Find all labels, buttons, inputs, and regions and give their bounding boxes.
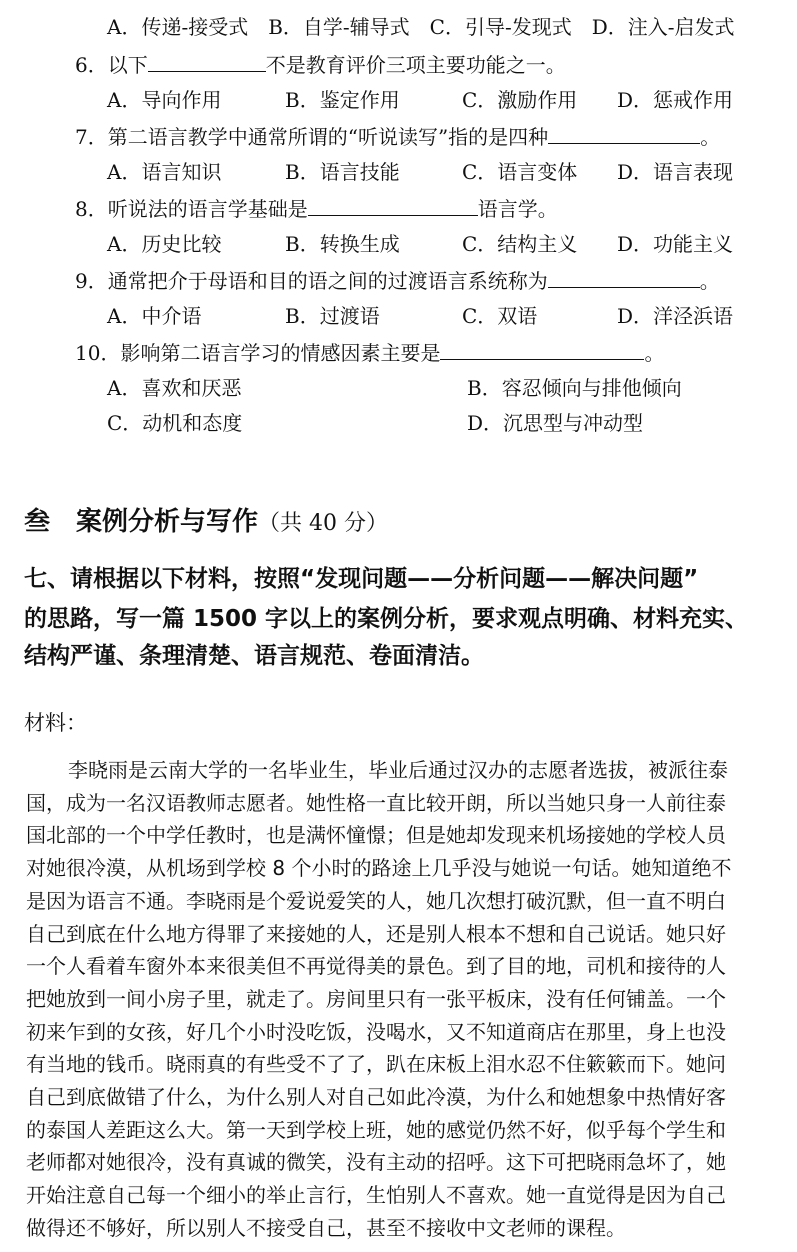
paragraph-line: 把她放到一间小房子里，就走了。房间里只有一张平板床，没有任何铺盖。一个 (26, 986, 726, 1011)
material-label: 材料： (24, 711, 87, 735)
task-line-2: 的思路，写一篇 1500 字以上的案例分析，要求观点明确、材料充实、 (24, 606, 749, 632)
material-paragraph (26, 754, 786, 1245)
q5-options: A．传递-接受式 B．自学-辅导式 C．引导-发现式 D．注入-启发式 (107, 15, 735, 39)
q6-option-b: B．鉴定作用 (285, 88, 400, 112)
paragraph-line: 的泰国人差距这么大。第一天到学校上班，她的感觉仍然不好，似乎每个学生和 (26, 1117, 726, 1142)
q10-option-b: B．容忍倾向与排他倾向 (467, 376, 682, 400)
answer-blank-7 (548, 125, 700, 144)
answer-blank-6 (148, 53, 266, 72)
paragraph-line: 做得还不够好，所以别人不接受自己，甚至不接收中文老师的课程。 (26, 1215, 626, 1240)
section-score: （共 40 分） (258, 511, 388, 536)
paragraph-line: 一个人看着车窗外本来很美但不再觉得美的景色。到了目的地，司机和接待的人 (26, 954, 726, 979)
section-title: 叁 案例分析与写作 (24, 507, 259, 537)
answer-blank-8 (308, 197, 478, 216)
q6-option-c: C．激励作用 (462, 88, 578, 112)
paragraph-line: 国，成为一名汉语教师志愿者。她性格一直比较开朗，所以当她只身一人前往泰 (26, 790, 726, 815)
q9-option-b: B．过渡语 (285, 304, 380, 328)
q6-option-d: D．惩戒作用 (617, 88, 734, 112)
q7-option-a: A．语言知识 (107, 160, 222, 184)
q6-option-a: A．导向作用 (107, 88, 222, 112)
q10-option-a: A．喜欢和厌恶 (107, 376, 242, 400)
q8-option-d: D．功能主义 (617, 232, 734, 256)
q7-option-b: B．语言技能 (285, 160, 400, 184)
q10-option-d: D．沉思型与冲动型 (467, 411, 644, 435)
paragraph-line: 国北部的一个中学任教时，也是满怀憧憬；但是她却发现来机场接她的学校人员 (26, 823, 726, 848)
q8-option-b: B．转换生成 (285, 232, 400, 256)
paragraph-line: 老师都对她很冷，没有真诚的微笑，没有主动的招呼。这下可把晓雨急坏了，她 (26, 1150, 726, 1175)
question-8-stem: 8．听说法的语言学基础是 语言学。 (75, 197, 558, 221)
paragraph-line: 有当地的钱币。晓雨真的有些受不了了，趴在床板上泪水忍不住簌簌而下。她问 (26, 1052, 726, 1077)
question-10-stem: 10．影响第二语言学习的情感因素主要是 。 (75, 341, 665, 365)
q7-option-d: D．语言表现 (617, 160, 734, 184)
question-7-stem: 7．第二语言教学中通常所谓的“听说读写”指的是四种 。 (75, 125, 721, 149)
section-heading (24, 501, 388, 538)
q9-option-d: D．洋泾浜语 (617, 304, 734, 328)
q8-option-c: C．结构主义 (462, 232, 578, 256)
answer-blank-9 (548, 269, 700, 288)
answer-blank-10 (440, 341, 644, 360)
question-9-stem: 9．通常把介于母语和目的语之间的过渡语言系统称为 。 (75, 269, 720, 293)
task-line-3: 结构严谨、条理清楚、语言规范、卷面清洁。 (24, 643, 484, 669)
paragraph-line: 李晓雨是云南大学的一名毕业生，毕业后通过汉办的志愿者选拔，被派往泰 (68, 758, 728, 782)
paragraph-line: 自己到底在什么地方得罪了来接她的人，还是别人根本不想和自己说话。她只好 (26, 921, 726, 946)
q7-option-c: C．语言变体 (462, 160, 578, 184)
q9-option-a: A．中介语 (107, 304, 202, 328)
paragraph-line: 开始注意自己每一个细小的举止言行，生怕别人不喜欢。她一直觉得是因为自己 (26, 1183, 726, 1208)
q8-option-a: A．历史比较 (107, 232, 222, 256)
paragraph-line: 是因为语言不通。李晓雨是个爱说爱笑的人，她几次想打破沉默，但一直不明白 (26, 888, 726, 913)
paragraph-line: 对她很冷漠，从机场到学校 8 个小时的路途上几乎没与她说一句话。她知道绝不 (26, 856, 732, 881)
paragraph-line: 初来乍到的女孩，好几个小时没吃饭，没喝水，又不知道商店在那里，身上也没 (26, 1019, 726, 1044)
paragraph-line: 自己到底做错了什么，为什么别人对自己如此冷漠，为什么和她想象中热情好客 (26, 1085, 726, 1110)
q9-option-c: C．双语 (462, 304, 538, 328)
question-6-stem: 6．以下 不是教育评价三项主要功能之一。 (75, 53, 566, 77)
q10-option-c: C．动机和态度 (107, 411, 243, 435)
task-line-1: 七、请根据以下材料，按照“发现问题——分析问题——解决问题” (24, 566, 699, 592)
